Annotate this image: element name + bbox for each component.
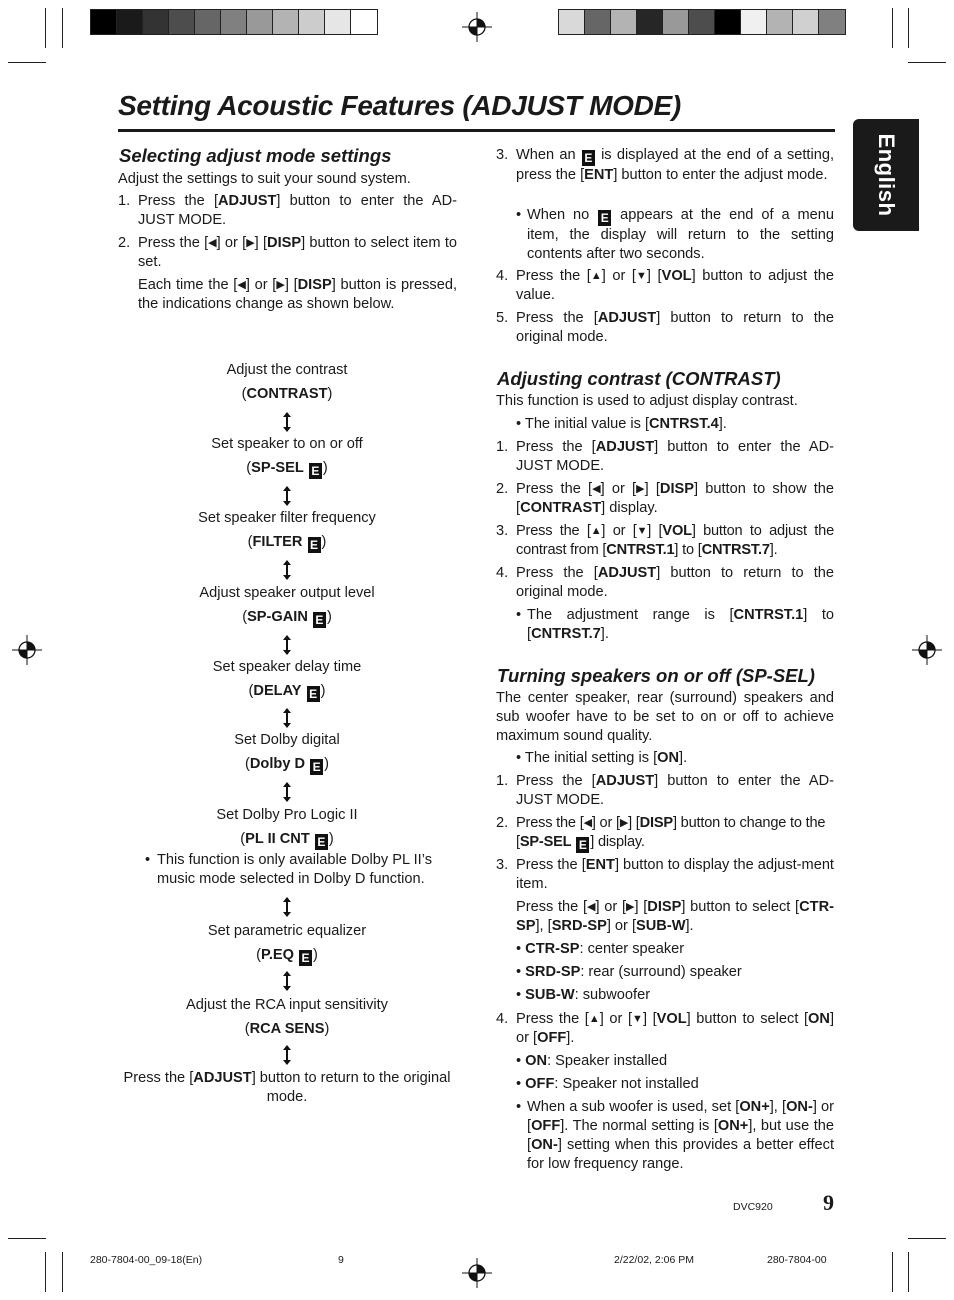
step-number: 3. — [496, 857, 509, 873]
up-arrow-icon: ▲ — [590, 525, 602, 537]
color-swatch — [793, 10, 819, 34]
spsel-term-off: • OFF: Speaker not installed — [516, 1076, 699, 1092]
e-marker-icon: E — [299, 950, 312, 966]
flow-step-code-text: RCA SENS — [249, 1021, 325, 1037]
section-heading-selecting: Selecting adjust mode settings — [119, 145, 392, 166]
step-number: 4. — [496, 1011, 509, 1027]
step-number: 2. — [496, 815, 509, 831]
color-swatch — [247, 10, 273, 34]
flow-step — [118, 509, 456, 553]
contrast-intro: This function is used to adjust display contrast. — [496, 393, 798, 409]
section-heading-contrast: Adjusting contrast (CONTRAST) — [497, 368, 781, 389]
spsel-step-2: Press the [◀] or [▶] [DISP] button to change to the [SP-SEL E ] display. — [516, 815, 826, 852]
flow-step-code-text: SP-GAIN — [247, 609, 308, 625]
crosshair-icon — [12, 635, 42, 665]
crop-mark — [908, 1252, 909, 1292]
flow-step-label: Adjust the RCA input sensitivity — [186, 997, 388, 1013]
flow-note: • This function is only available Dolby PL II’s music mode selected in Dolby D function. — [145, 852, 432, 887]
title-rule — [118, 129, 835, 132]
color-swatch — [767, 10, 793, 34]
flow-step-label: Set parametric equalizer — [207, 923, 367, 939]
down-arrow-icon: ▼ — [636, 270, 647, 282]
right-arrow-icon: ▶ — [636, 483, 645, 495]
flow-step-code-text: P.EQ — [260, 947, 294, 963]
double-arrow-icon — [279, 781, 295, 803]
color-swatch — [663, 10, 689, 34]
spsel-term-on: • ON: Speaker installed — [516, 1053, 668, 1069]
color-swatch — [351, 10, 377, 34]
flow-step-code: (P.EQ E ) — [256, 947, 318, 965]
left-arrow-icon: ◀ — [583, 817, 592, 829]
e-marker-icon: E — [308, 537, 321, 553]
swatch-strip-left — [90, 9, 378, 35]
flow-step-code-text: SP-SEL — [251, 460, 304, 476]
e-marker-icon: E — [307, 686, 320, 702]
double-arrow-icon — [279, 1044, 295, 1066]
double-arrow-icon — [279, 896, 295, 918]
flow-step-label: Set speaker delay time — [212, 659, 362, 675]
selecting-step-1: Press the [ADJUST] button to enter the AD-JUST MODE. — [138, 193, 457, 228]
language-tab-label: English — [874, 133, 899, 217]
color-swatch — [91, 10, 117, 34]
crop-mark — [892, 1252, 893, 1292]
step-number: 5. — [496, 310, 509, 326]
crop-mark — [908, 8, 909, 48]
flow-step-label: Adjust speaker output level — [199, 585, 375, 601]
step-number: 4. — [496, 268, 509, 284]
step-number: 4. — [496, 565, 509, 581]
e-marker-icon: E — [313, 612, 326, 628]
page-title: Setting Acoustic Features (ADJUST MODE) — [118, 90, 681, 121]
step-number: 1. — [496, 439, 509, 455]
model-label: DVC920 — [733, 1201, 773, 1213]
selecting-step-2-detail: Each time the [◀] or [▶] [DISP] button is pressed, the indications change as shown below. — [138, 277, 457, 312]
left-arrow-icon: ◀ — [237, 279, 246, 291]
contrast-step-1: Press the [ADJUST] button to enter the AD-JUST MODE. — [516, 439, 834, 474]
flow-step-code-text: FILTER — [252, 534, 303, 550]
flow-step — [118, 435, 456, 479]
adjust-step-4: Press the [▲] or [▼] [VOL] button to adjust the value. — [516, 268, 834, 303]
down-arrow-icon: ▼ — [632, 1013, 643, 1025]
contrast-step-4: Press the [ADJUST] button to return to the original mode. — [516, 565, 834, 600]
color-swatch — [117, 10, 143, 34]
crop-mark — [908, 1238, 946, 1239]
flow-step — [118, 996, 456, 1039]
flow-step-code: (SP-SEL E ) — [246, 460, 328, 478]
color-swatch — [715, 10, 741, 34]
adjust-step-3-bullet: • When no E appears at the end of a menu item, the display will return to the setting contents after two seconds. — [516, 207, 834, 262]
crop-mark — [45, 8, 46, 48]
contrast-range-note: • The adjustment range is [CNTRST.1] to [CNTRST.7]. — [516, 607, 835, 642]
spsel-term-sub: • SUB-W: subwoofer — [516, 987, 651, 1003]
double-arrow-icon — [279, 634, 295, 656]
color-swatch — [741, 10, 767, 34]
flow-step-code: (PL II CNT E ) — [240, 831, 334, 849]
color-swatch — [169, 10, 195, 34]
color-swatch — [143, 10, 169, 34]
crop-mark — [892, 8, 893, 48]
flow-step-label: Set speaker filter frequency — [198, 510, 376, 526]
spsel-step-3: Press the [ENT] button to display the adjust-ment item. — [516, 857, 834, 892]
step-number: 1. — [496, 773, 509, 789]
step-number: 2. — [118, 235, 131, 251]
e-marker-icon: E — [310, 759, 323, 775]
right-arrow-icon: ▶ — [276, 279, 285, 291]
flow-step-label: Set Dolby digital — [234, 732, 340, 748]
crop-mark — [62, 1252, 63, 1292]
left-arrow-icon: ◀ — [592, 483, 601, 495]
swatch-strip-right — [558, 9, 846, 35]
contrast-initial-value: • The initial value is [CNTRST.4]. — [516, 416, 727, 432]
e-marker-icon: E — [576, 837, 589, 853]
double-arrow-icon — [279, 485, 295, 507]
crop-mark — [8, 1238, 46, 1239]
color-swatch — [195, 10, 221, 34]
flow-step-code: (Dolby D E ) — [245, 756, 329, 774]
flow-step-code: (SP-GAIN E ) — [242, 609, 332, 627]
color-swatch — [819, 10, 845, 34]
step-number: 2. — [496, 481, 509, 497]
e-marker-icon: E — [309, 463, 322, 479]
spsel-term-ctr: • CTR-SP: center speaker — [516, 941, 685, 957]
left-arrow-icon: ◀ — [587, 901, 596, 913]
double-arrow-icon — [279, 970, 295, 992]
flow-step — [118, 731, 456, 775]
flow-step — [118, 806, 456, 850]
flow-step — [118, 922, 456, 966]
flow-step-code-text: DELAY — [253, 683, 302, 699]
contrast-step-2: Press the [◀] or [▶] [DISP] button to show the [CONTRAST] display. — [516, 481, 835, 516]
color-swatch — [221, 10, 247, 34]
up-arrow-icon: ▲ — [588, 1013, 600, 1025]
flow-step — [118, 658, 456, 702]
crosshair-icon — [912, 635, 942, 665]
language-tab — [853, 119, 919, 231]
color-swatch — [559, 10, 585, 34]
flow-step-label: Adjust the contrast — [226, 362, 348, 378]
flow-step — [118, 361, 456, 404]
crop-mark — [8, 62, 46, 63]
flow-step-code: (FILTER E ) — [247, 534, 327, 552]
step-number: 1. — [118, 193, 131, 209]
adjust-step-3: When an E is displayed at the end of a setting, press the [ENT] button to enter the adjust mode. — [516, 147, 834, 183]
crosshair-icon — [462, 12, 492, 42]
right-arrow-icon: ▶ — [246, 237, 255, 249]
crosshair-icon — [462, 1258, 492, 1288]
e-marker-icon: E — [315, 834, 328, 850]
spsel-step-4: Press the [▲] or [▼] [VOL] button to select [ON] or [OFF]. — [516, 1011, 834, 1046]
step-number: 3. — [496, 147, 509, 163]
footer-date: 2/22/02, 2:06 PM — [614, 1254, 694, 1266]
e-marker-icon: E — [598, 210, 611, 226]
right-arrow-icon: ▶ — [626, 901, 635, 913]
flow-end-instruction: Press the [ADJUST] button to return to the original mode. — [123, 1070, 451, 1105]
spsel-step-1: Press the [ADJUST] button to enter the AD-JUST MODE. — [516, 773, 834, 808]
flow-step-code-text: CONTRAST — [246, 386, 328, 402]
flow-step-label: Set Dolby Pro Logic II — [216, 807, 358, 823]
color-swatch — [325, 10, 351, 34]
double-arrow-icon — [279, 559, 295, 581]
selecting-intro: Adjust the settings to suit your sound system. — [118, 171, 411, 187]
color-swatch — [273, 10, 299, 34]
color-swatch — [611, 10, 637, 34]
selecting-step-2: Press the [◀] or [▶] [DISP] button to select item to set. — [138, 235, 457, 270]
spsel-term-srd: • SRD-SP: rear (surround) speaker — [516, 964, 742, 980]
left-arrow-icon: ◀ — [208, 237, 217, 249]
section-heading-spsel: Turning speakers on or off (SP-SEL) — [497, 665, 815, 686]
double-arrow-icon — [279, 707, 295, 729]
spsel-intro: The center speaker, rear (surround) speakers and sub woofer have to be set to on or off to achieve maximum sound quality. — [496, 690, 834, 744]
contrast-step-3: Press the [▲] or [▼] [VOL] button to adjust the contrast from [CNTRST.1] to [CNTRST.7]. — [516, 523, 834, 558]
crop-mark — [908, 62, 946, 63]
footer-page: 9 — [338, 1254, 344, 1266]
flow-step — [118, 584, 456, 628]
color-swatch — [585, 10, 611, 34]
flow-step-code-text: PL II CNT — [245, 831, 310, 847]
page-number: 9 — [823, 1190, 834, 1215]
adjust-step-5: Press the [ADJUST] button to return to the original mode. — [516, 310, 834, 345]
right-arrow-icon: ▶ — [619, 817, 629, 829]
flow-step-code-text: Dolby D — [249, 756, 306, 772]
color-swatch — [299, 10, 325, 34]
step-number: 3. — [496, 523, 509, 539]
flow-step-code: (RCA SENS) — [244, 1021, 330, 1037]
crop-mark — [62, 8, 63, 48]
up-arrow-icon: ▲ — [590, 270, 602, 282]
color-swatch — [689, 10, 715, 34]
spsel-initial-setting: • The initial setting is [ON]. — [516, 750, 688, 766]
e-marker-icon: E — [582, 150, 595, 166]
down-arrow-icon: ▼ — [636, 525, 648, 537]
flow-step-code: (CONTRAST) — [241, 386, 333, 402]
crop-mark — [45, 1252, 46, 1292]
flow-step-code: (DELAY E ) — [248, 683, 326, 701]
double-arrow-icon — [279, 411, 295, 433]
flow-step-label: Set speaker to on or off — [211, 436, 363, 452]
footer-code: 280-7804-00 — [767, 1254, 827, 1266]
footer-file: 280-7804-00_09-18(En) — [90, 1254, 203, 1266]
color-swatch — [637, 10, 663, 34]
spsel-subwoofer-note: • When a sub woofer is used, set [ON+], [ON-] or [OFF]. The normal setting is [ON+], but use the [ON-] setting when this provides a better effect for low frequency range. — [516, 1099, 835, 1172]
spsel-step-3-detail: Press the [◀] or [▶] [DISP] button to select [CTR-SP], [SRD-SP] or [SUB-W]. — [516, 899, 834, 934]
